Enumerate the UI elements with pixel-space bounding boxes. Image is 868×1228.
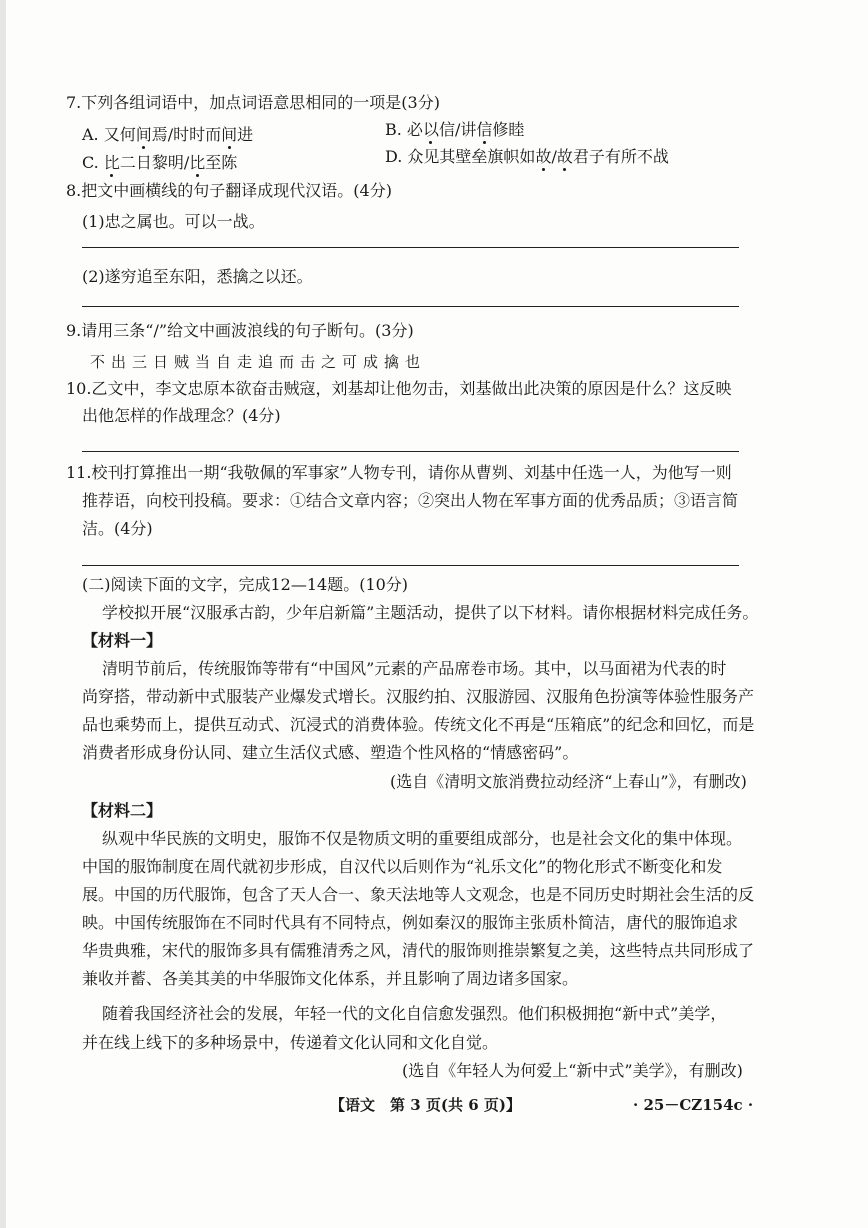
- q7-option-c: C. 比二日黎明/比至陈: [82, 153, 238, 172]
- material2-line-1: 纵观中华民族的文明史，服饰不仅是物质文明的重要组成部分，也是社会文化的集中体现。: [102, 829, 743, 848]
- material1-label: 【材料一】: [82, 631, 163, 650]
- page-number: 【语文 第 3 页(共 6 页)】: [330, 1096, 521, 1114]
- answer-line-q8-1[interactable]: [82, 247, 739, 248]
- material2-label: 【材料二】: [82, 801, 163, 820]
- material2-line-4: 映。中国传统服饰在不同时代具有不同特点，例如秦汉的服饰主张质朴简洁，唐代的服饰追求: [82, 913, 739, 932]
- material1-line-1: 清明节前后，传统服饰等带有“中国风”元素的产品席卷市场。其中，以马面裙为代表的时: [102, 659, 727, 678]
- answer-line-q8-2[interactable]: [82, 306, 739, 307]
- q11-line-1: 11.校刊打算推出一期“我敬佩的军事家”人物专刊，请你从曹刿、刘基中任选一人，为他写一则: [66, 463, 732, 482]
- q11-line-3: 洁。(4分): [82, 519, 153, 538]
- q7-option-b: B. 必以信/讲信修睦: [385, 120, 525, 139]
- material2-line-3: 展。中国的历代服饰，包含了天人合一、象天法地等人文观念，也是不同历史时期社会生活的反: [82, 885, 755, 904]
- q11-line-2: 推荐语，向校刊投稿。要求：①结合文章内容；②突出人物在军事方面的优秀品质；③语言简: [82, 491, 739, 510]
- q10-line-1: 10.乙文中，李文忠原本欲奋击贼寇，刘基却让他勿击，刘基做出此决策的原因是什么？这反映: [66, 379, 732, 398]
- q9-stem: 9.请用三条“/”给文中画波浪线的句子断句。(3分): [66, 321, 414, 340]
- material2-line-6: 兼收并蓄、各美其美的中华服饰文化体系，并且影响了周边诸多国家。: [82, 969, 579, 988]
- scan-edge-left: [0, 0, 6, 1228]
- material1-line-3: 品也乘势而上，提供互动式、沉浸式的消费体验。传统文化不再是“压箱底”的纪念和回忆，而是: [82, 715, 755, 734]
- q7-stem: 7.下列各组词语中，加点词语意思相同的一项是(3分): [66, 93, 440, 112]
- answer-line-q10[interactable]: [82, 451, 739, 452]
- section2-intro: 学校拟开展“汉服承古韵，少年启新篇”主题活动，提供了以下材料。请你根据材料完成任务。: [102, 603, 759, 622]
- material2-line-7: 随着我国经济社会的发展，年轻一代的文化自信愈发强烈。他们积极拥抱“新中式”美学，: [102, 1004, 727, 1023]
- material2-line-8: 并在线上线下的多种场景中，传递着文化认同和文化自觉。: [82, 1033, 499, 1052]
- q7-option-a: A. 又何间焉/时时而间进: [82, 125, 254, 144]
- material2-line-2: 中国的服饰制度在周代就初步形成，自汉代以后则作为“礼乐文化”的物化形式不断变化和发: [82, 857, 723, 876]
- exam-code: · 25－CZ154c ·: [633, 1096, 754, 1114]
- material1-source: (选自《清明文旅消费拉动经济“上春山”》，有删改): [390, 772, 747, 791]
- section2-heading: (二)阅读下面的文字，完成12—14题。(10分): [82, 575, 409, 594]
- q8-sentence-1: (1)忠之属也。可以一战。: [82, 212, 265, 231]
- material1-line-2: 尚穿搭，带动新中式服装产业爆发式增长。汉服约拍、汉服游园、汉服角色扮演等体验性服务产: [82, 687, 755, 706]
- q10-line-2: 出他怎样的作战理念？(4分): [82, 406, 281, 425]
- q7-option-d: D. 众见其壁垒旗帜如故/故君子有所不战: [385, 147, 669, 166]
- q8-stem: 8.把文中画横线的句子翻译成现代汉语。(4分): [66, 181, 392, 200]
- material1-line-4: 消费者形成身份认同、建立生活仪式感、塑造个性风格的“情感密码”。: [82, 743, 579, 762]
- answer-line-q11[interactable]: [82, 565, 739, 566]
- material2-source: (选自《年轻人为何爱上“新中式”美学》，有删改): [402, 1061, 743, 1080]
- q9-text: 不出三日贼当自走追而击之可成擒也: [90, 353, 427, 371]
- material2-line-5: 华贵典雅，宋代的服饰多具有儒雅清秀之风，清代的服饰则推崇繁复之美，这些特点共同形成了: [82, 941, 755, 960]
- q8-sentence-2: (2)遂穷追至东阳，悉擒之以还。: [82, 267, 313, 286]
